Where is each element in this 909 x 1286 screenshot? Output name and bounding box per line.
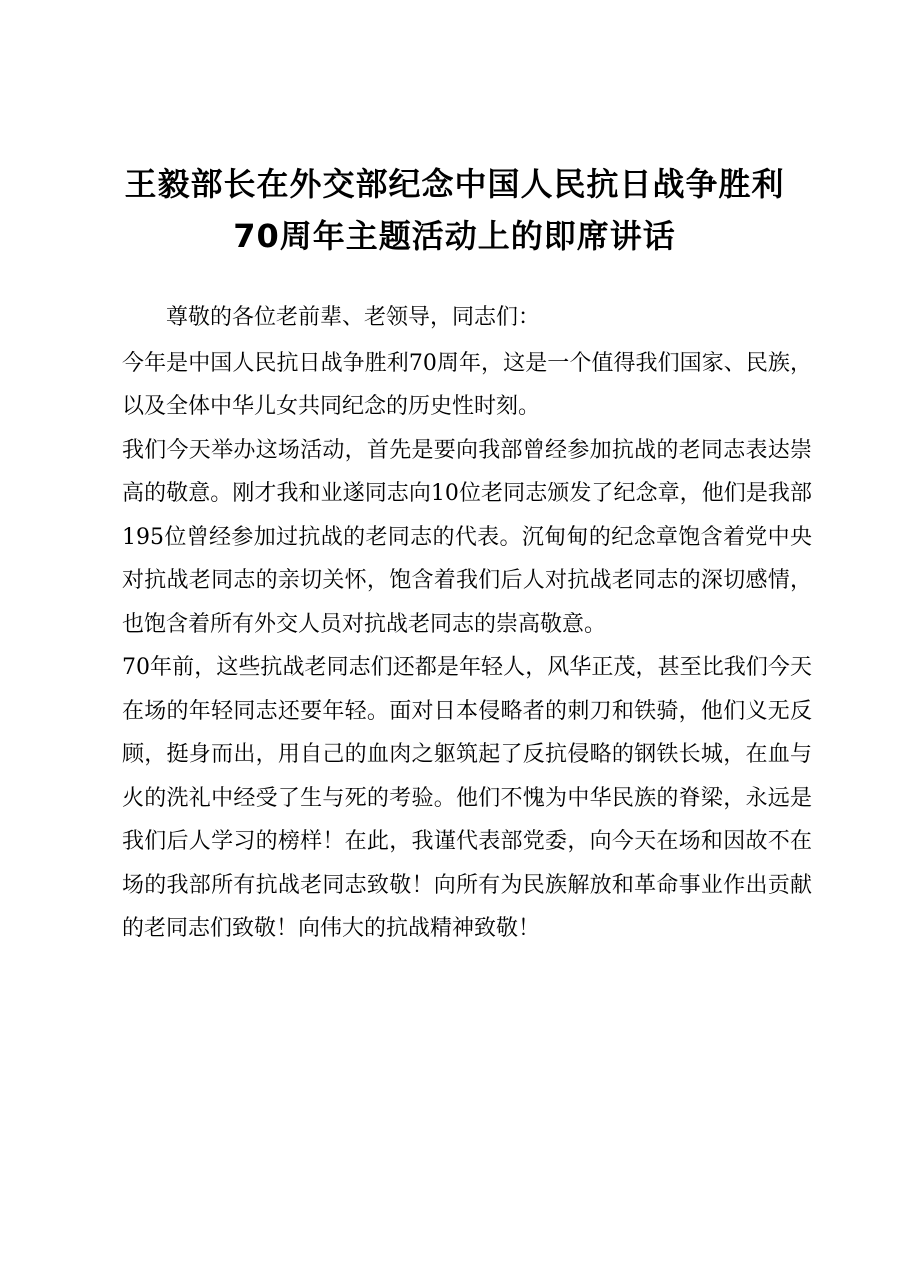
title-line-1: 王毅部长在外交部纪念中国人民抗日战争胜利 <box>124 165 785 203</box>
salutation: 尊敬的各位老前辈、老领导，同志们： <box>166 305 541 330</box>
title-line-2: 70周年主题活动上的即席讲话 <box>233 217 676 255</box>
document-body <box>122 296 812 951</box>
document-title <box>0 158 909 262</box>
paragraph-3: 70年前，这些抗战老同志们还都是年轻人，风华正茂，甚至比我们今天在场的年轻同志还要年轻。面对日本侵略者的刺刀和铁骑，他们义无反顾，挺身而出，用自己的血肉之躯筑起了反抗侵略的钢铁长城，在血与火的洗礼中经受了生与死的考验。他们不愧为中华民族的脊梁，永远是我们后人学习的榜样！在此，我谨代表部党委，向今天在场和因故不在场的我部所有抗战老同志致敬！向所有为民族解放和革命事业作出贡献的老同志们致敬！向伟大的抗战精神致敬！ <box>122 655 812 941</box>
paragraph-1: 今年是中国人民抗日战争胜利70周年，这是一个值得我们国家、民族，以及全体中华儿女共同纪念的历史性时刻。 <box>122 350 812 419</box>
paragraph-2: 我们今天举办这场活动，首先是要向我部曾经参加抗战的老同志表达崇高的敬意。刚才我和业遂同志向10位老同志颁发了纪念章，他们是我部195位曾经参加过抗战的老同志的代表。沉甸甸的纪念章饱含着党中央对抗战老同志的亲切关怀，饱含着我们后人对抗战老同志的深切感情，也饱含着所有外交人员对抗战老同志的崇高敬意。 <box>122 437 812 637</box>
